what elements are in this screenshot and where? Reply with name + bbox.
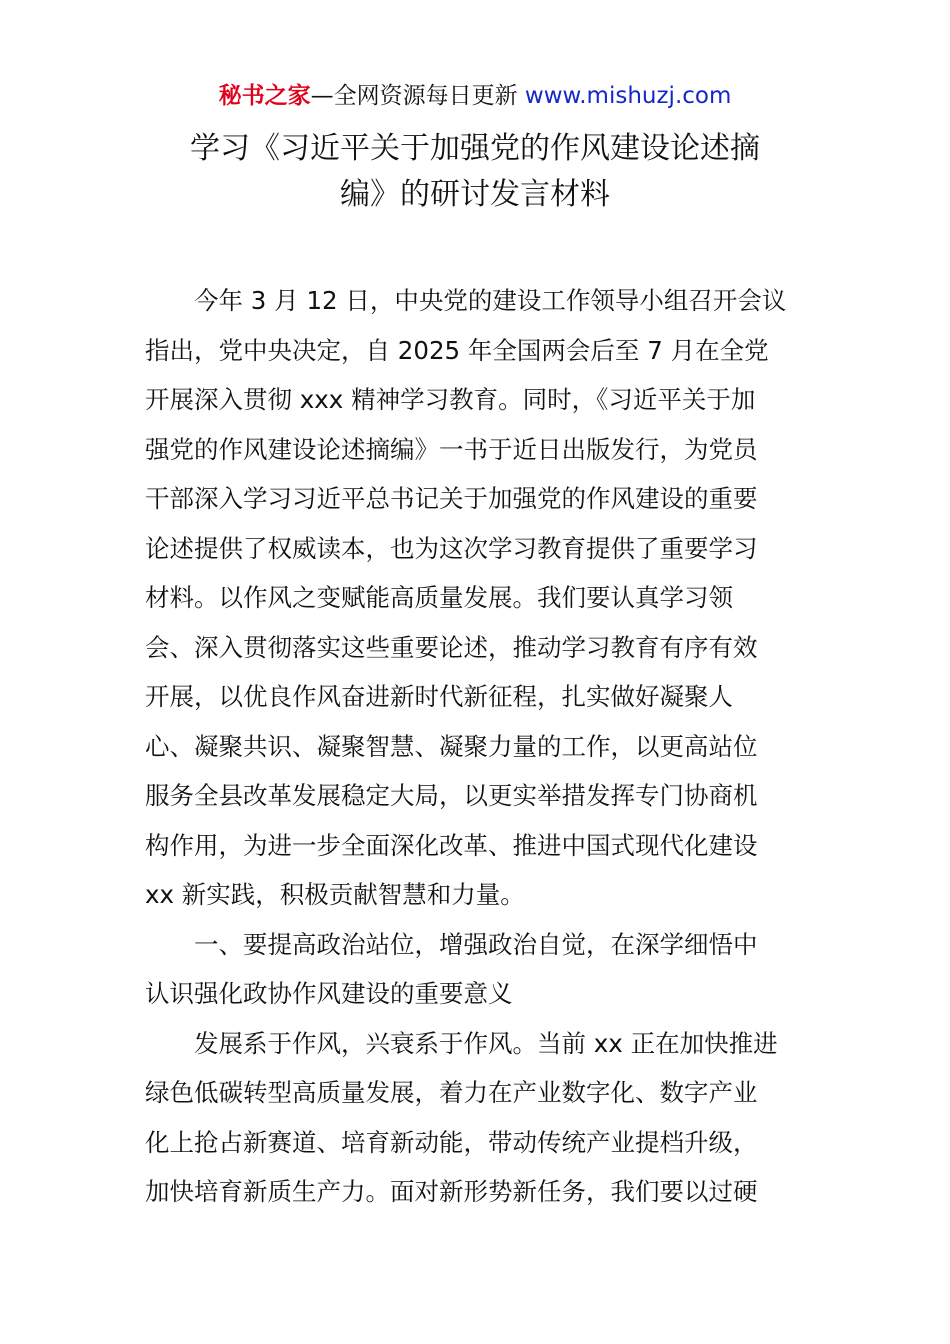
brand-name: 秘书之家 (218, 83, 311, 109)
document-title (0, 126, 950, 218)
body-line: 构作用，为进一步全面深化改革、推进中国式现代化建设 (145, 830, 758, 860)
watermark-header (0, 80, 950, 112)
section-heading-line: 一、要提高政治站位，增强政治自觉，在深学细悟中 (145, 929, 758, 959)
body-line: 今年 3 月 12 日，中央党的建设工作领导小组召开会议 (145, 286, 787, 315)
body-line: 会、深入贯彻落实这些重要论述，推动学习教育有序有效 (145, 632, 758, 662)
body-line: 干部深入学习习近平总书记关于加强党的作风建设的重要 (145, 484, 758, 513)
section-heading-line: 认识强化政协作风建设的重要意义 (145, 979, 513, 1008)
body-line: 开展，以优良作风奋进新时代新征程，扎实做好凝聚人 (145, 682, 733, 711)
site-url: www.mishuzj.com (524, 83, 732, 109)
body-line: 化上抢占新赛道、培育新动能，带动传统产业提档升级， (145, 1127, 758, 1157)
body-line: 绿色低碳转型高质量发展，着力在产业数字化、数字产业 (145, 1078, 758, 1107)
body-line: 加快培育新质生产力。面对新形势新任务，我们要以过硬 (145, 1177, 758, 1206)
body-line: 材料。以作风之变赋能高质量发展。我们要认真学习领 (145, 583, 733, 612)
body-line: 开展深入贯彻 xxx 精神学习教育。同时，《习近平关于加 (145, 385, 756, 414)
body-line: 指出，党中央决定，自 2025 年全国两会后至 7 月在全党 (145, 335, 769, 365)
body-line: 发展系于作风，兴衰系于作风。当前 xx 正在加快推进 (145, 1028, 778, 1058)
body-line: 论述提供了权威读本，也为这次学习教育提供了重要学习 (145, 533, 758, 563)
body-line: 心、凝聚共识、凝聚智慧、凝聚力量的工作，以更高站位 (145, 731, 758, 761)
header-tagline: —全网资源每日更新 (310, 83, 525, 109)
title-line: 编》的研讨发言材料 (340, 177, 610, 212)
title-line: 学习《习近平关于加强党的作风建设论述摘 (190, 131, 760, 166)
body-line: 服务全县改革发展稳定大局，以更实举措发挥专门协商机 (145, 781, 758, 810)
document-body (145, 276, 810, 1217)
body-line: xx 新实践，积极贡献智慧和力量。 (145, 880, 525, 909)
body-line: 强党的作风建设论述摘编》一书于近日出版发行，为党员 (145, 434, 758, 464)
